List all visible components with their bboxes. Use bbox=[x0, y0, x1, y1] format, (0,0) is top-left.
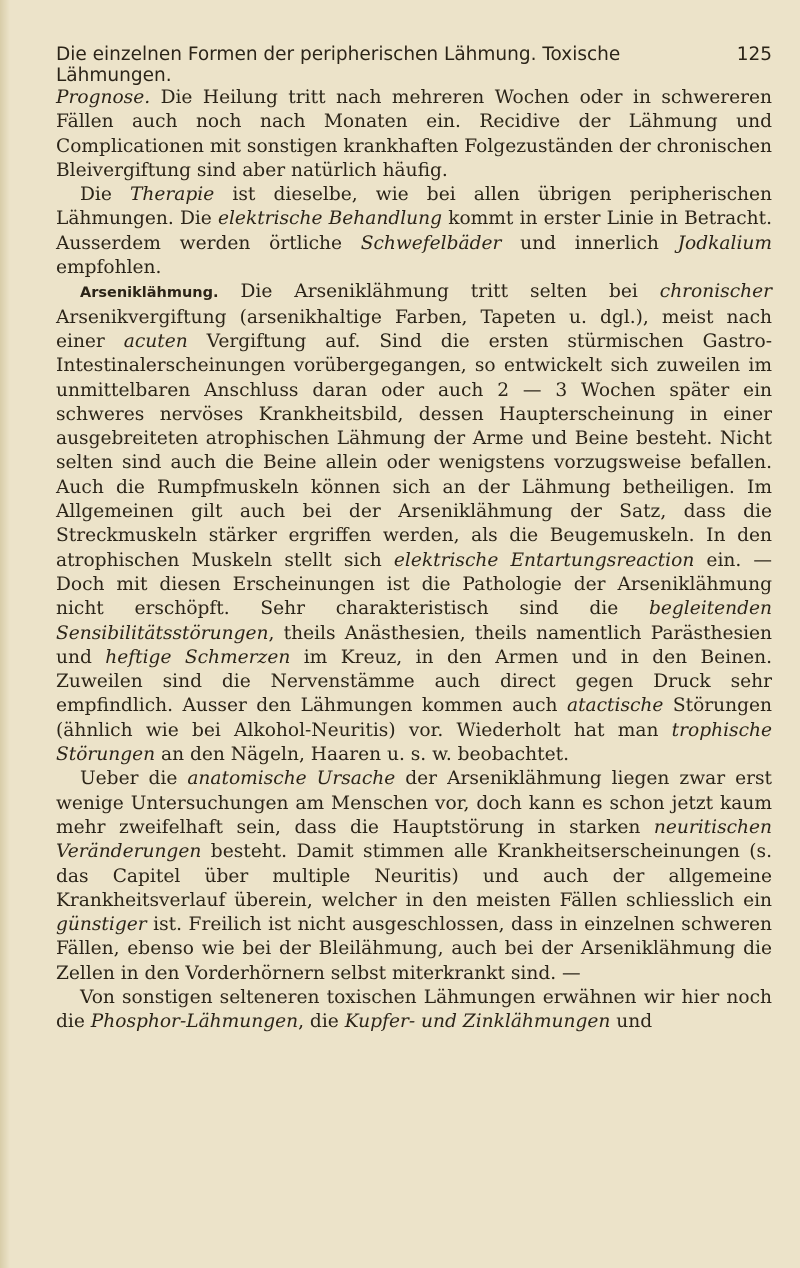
text-run: Arsenikvergiftung (arsenikhaltige Farben, Tapeten u. dgl.), meist nach einer bbox=[56, 306, 772, 352]
page-number: 125 bbox=[736, 44, 772, 65]
text-run: ist dieselbe, wie bei allen übrigen peripherischen Lähmungen. Die bbox=[56, 184, 772, 230]
italic-term: acuten bbox=[123, 330, 188, 352]
text-run: besteht. Damit stimmen alle Krankheitserscheinungen (s. das Capitel über multiple Neuritis) und auch der allgemeine Krankheitsverlauf überein, welcher in den meisten Fällen schliesslich ein bbox=[56, 841, 772, 911]
text-run: Die Arseniklähmung tritt selten bei bbox=[218, 281, 660, 303]
italic-term: trophische Störungen bbox=[56, 719, 772, 766]
page-body bbox=[56, 86, 772, 1035]
italic-term: Jodkalium bbox=[677, 232, 772, 254]
text-run: Ueber die bbox=[80, 768, 188, 790]
running-header bbox=[56, 44, 772, 86]
text-run: Die Heilung tritt nach mehreren Wochen oder in schwereren Fällen auch noch nach Monaten ein. Recidive der Lähmung und Complicationen mit sonstigen krankhaften Folgezuständen der chronischen Bleivergiftung sind aber natürlich häufig. bbox=[56, 87, 772, 181]
italic-term: chronischer bbox=[659, 281, 772, 303]
page-edge bbox=[0, 0, 10, 1268]
italic-term: anatomische Ursache bbox=[187, 768, 396, 790]
text-run: , die bbox=[298, 1011, 345, 1033]
italic-term: neuritischen Veränderungen bbox=[56, 816, 772, 863]
text-run: an den Nägeln, Haaren u. s. w. beobachtet. bbox=[155, 744, 569, 766]
italic-term: Therapie bbox=[130, 184, 215, 206]
italic-term: Phosphor-Lähmungen bbox=[90, 1011, 299, 1033]
text-run: ist. Freilich ist nicht ausgeschlossen, dass in einzelnen schweren Fällen, ebenso wie bei der Bleilähmung, auch bei der Arseniklähmung die Zellen in den Vorderhörnern selbst miterkrankt sind. — bbox=[56, 914, 772, 984]
paragraph bbox=[56, 86, 772, 183]
section-heading: Arseniklähmung. bbox=[80, 285, 219, 302]
text-run: Vergiftung auf. Sind die ersten stürmischen Gastro-Intestinalerscheinungen vorübergegangen, so entwickelt sich zuweilen im unmittelbaren Anschluss daran oder auch 2 — 3 Wochen später ein schweres nervöses Krankheitsbild, dessen Haupterscheinung in einer ausgebreiteten atrophischen Lähmung der Arme und Beine besteht. Nicht selten sind auch die Beine allein oder wenigstens vorzugsweise befallen. Auch die Rumpfmuskeln können sich an der Lähmung betheiligen. Im Allgemeinen gilt auch bei der Arseniklähmung der Satz, dass die Streckmuskeln stärker ergriffen werden, als die Beugemuskeln. In den atrophischen Muskeln stellt sich bbox=[56, 330, 772, 571]
text-run: kommt in erster Linie in Betracht. Ausserdem werden örtliche bbox=[56, 208, 772, 254]
text-run: empfohlen. bbox=[56, 257, 162, 279]
italic-term: elektrische Behandlung bbox=[217, 208, 443, 230]
paragraph bbox=[56, 280, 772, 767]
italic-term: atactische bbox=[566, 695, 664, 717]
paragraph bbox=[56, 767, 772, 986]
text-run: ein. — Doch mit diesen Erscheinungen ist die Pathologie der Arseniklähmung nicht erschöpft. Sehr charakteristisch sind die bbox=[56, 549, 772, 620]
running-title: Die einzelnen Formen der peripherischen Lähmung. Toxische Lähmungen. bbox=[56, 44, 621, 86]
italic-term: Schwefelbäder bbox=[360, 232, 502, 254]
italic-term: elektrische Entartungsreaction bbox=[393, 549, 695, 571]
paragraph bbox=[56, 986, 772, 1035]
italic-term: Prognose. bbox=[56, 87, 151, 108]
italic-term: heftige Schmerzen bbox=[105, 646, 291, 668]
text-run: und innerlich bbox=[501, 232, 678, 254]
text-run: der Arseniklähmung liegen zwar erst wenige Untersuchungen am Menschen vor, doch kann es schon jetzt kaum mehr zweifelhaft sein, dass die Hauptstörung in starken bbox=[56, 768, 772, 838]
italic-term: begleitenden Sensibilitätsstörungen bbox=[56, 598, 772, 644]
text-run: und bbox=[610, 1011, 653, 1033]
paragraph bbox=[56, 183, 772, 280]
text-run: , theils Anästhesien, theils namentlich Parästhesien und bbox=[56, 622, 772, 668]
text-run: Störungen (ähnlich wie bei Alkohol-Neuritis) vor. Wiederholt hat man bbox=[56, 695, 772, 741]
text-run: im Kreuz, in den Armen und in den Beinen. Zuweilen sind die Nervenstämme auch direct gegen Druck sehr empfindlich. Ausser den Lähmungen kommen auch bbox=[56, 646, 772, 717]
text-run: Die bbox=[80, 184, 131, 206]
italic-term: Kupfer- und Zinklähmungen bbox=[344, 1011, 611, 1033]
italic-term: günstiger bbox=[56, 914, 147, 936]
text-run: Von sonstigen selteneren toxischen Lähmungen erwähnen wir hier noch die bbox=[56, 986, 772, 1033]
